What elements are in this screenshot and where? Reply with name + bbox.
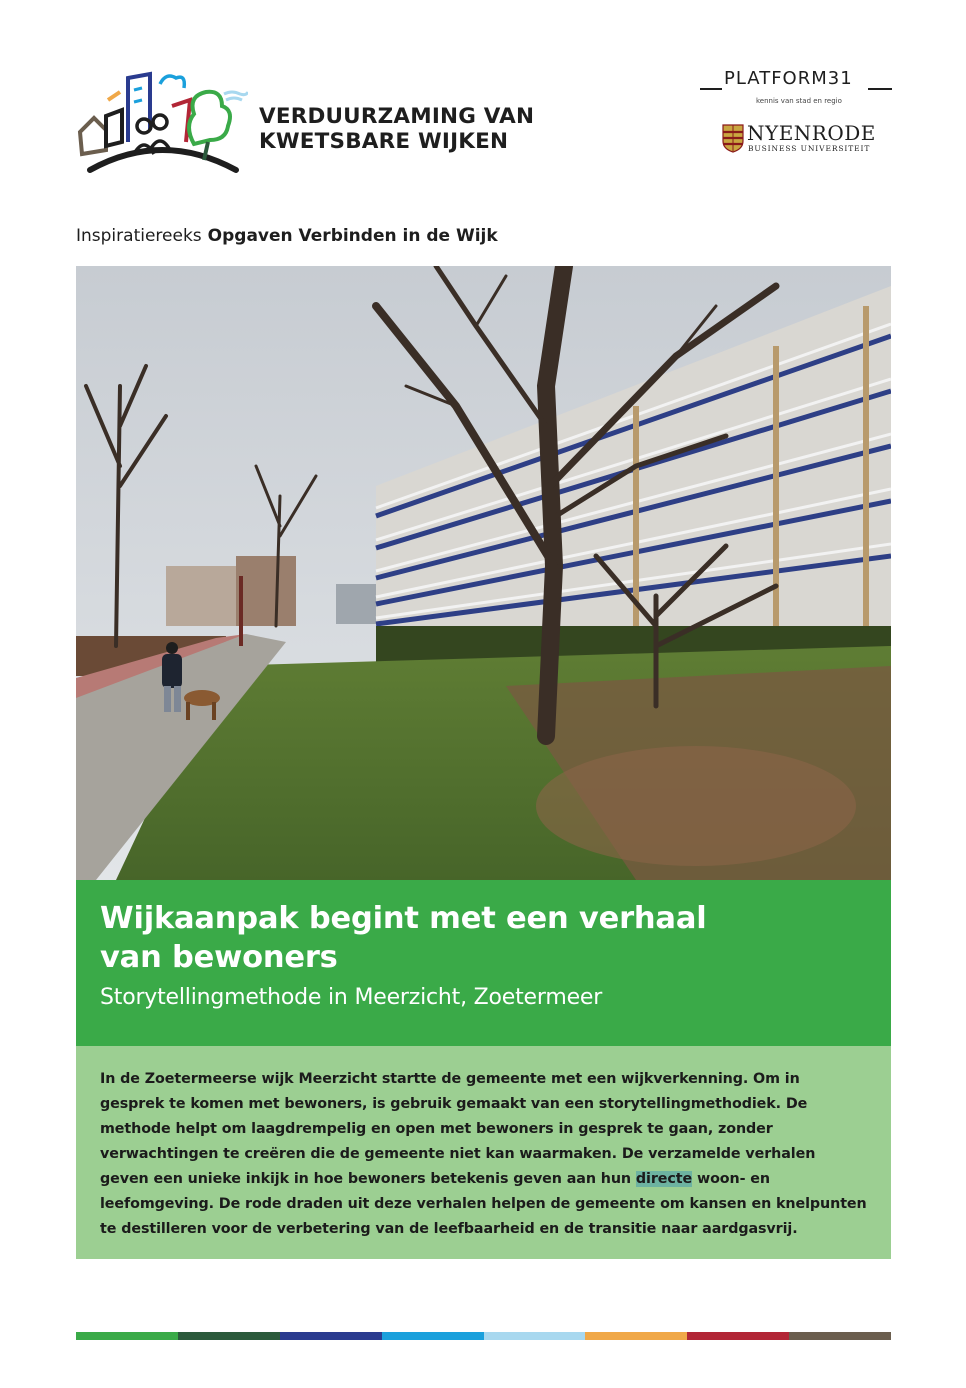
page-subtitle: Storytellingmethode in Meerzicht, Zoetermeer (100, 985, 603, 1010)
logo-line-1: VERDUURZAMING VAN (259, 104, 535, 129)
platform31-logo (700, 68, 892, 108)
neighbourhood-logo-icon (76, 70, 248, 176)
color-strip-segment (687, 1332, 789, 1340)
color-strip-segment (382, 1332, 484, 1340)
series-name: Opgaven Verbinden in de Wijk (207, 226, 498, 246)
series-label (76, 226, 498, 246)
nyenrode-name: NYENRODE (747, 121, 876, 145)
intro-text-start: In de Zoetermeerse wijk Meerzicht startte de gemeente met een wijkverkenning. Om in gesprek te komen met bewoners, is gebruik gemaakt van een storytellingmethodiek. De methode helpt om laagdrempelig en open met bewoners in gesprek te gaan, zonder verwachtingen te creëren die de gemeente niet kan waarmaken. De verzamelde verhalen geven een unieke inkijk in hoe bewoners betekenis geven aan hun (100, 1071, 816, 1187)
series-prefix: Inspiratiereeks (76, 226, 202, 246)
logo-rule (868, 88, 892, 90)
intro-highlighted-word: directe (635, 1171, 693, 1187)
nyenrode-logo (722, 123, 892, 155)
color-strip-segment (76, 1332, 178, 1340)
color-strip-segment (178, 1332, 280, 1340)
color-strip-segment (585, 1332, 687, 1340)
title-band (76, 880, 891, 1046)
color-strip-segment (789, 1332, 891, 1340)
color-strip-segment (280, 1332, 382, 1340)
title-line-2: van bewoners (100, 940, 338, 975)
nyenrode-subtitle: BUSINESS UNIVERSITEIT (748, 144, 871, 153)
logo-rule (700, 88, 722, 90)
neighbourhood-photo (76, 266, 891, 880)
platform31-tagline: kennis van stad en regio (756, 97, 842, 105)
color-strip (76, 1332, 891, 1340)
platform31-name: PLATFORM31 (724, 68, 853, 89)
intro-paragraph (100, 1067, 867, 1242)
crest-icon (722, 123, 744, 153)
intro-box (76, 1046, 891, 1259)
intro-text-end: woon- en leefomgeving. De rode draden uit deze verhalen helpen de gemeente om kansen en knelpunten te destilleren voor de verbetering van de leefbaarheid en de transitie naar aardgasvrij. (100, 1171, 867, 1237)
color-strip-segment (484, 1332, 586, 1340)
title-line-1: Wijkaanpak begint met een verhaal (100, 901, 707, 936)
page-title (100, 899, 867, 977)
logo-title (259, 104, 534, 154)
logo-line-2: KWETSBARE WIJKEN (259, 129, 509, 154)
